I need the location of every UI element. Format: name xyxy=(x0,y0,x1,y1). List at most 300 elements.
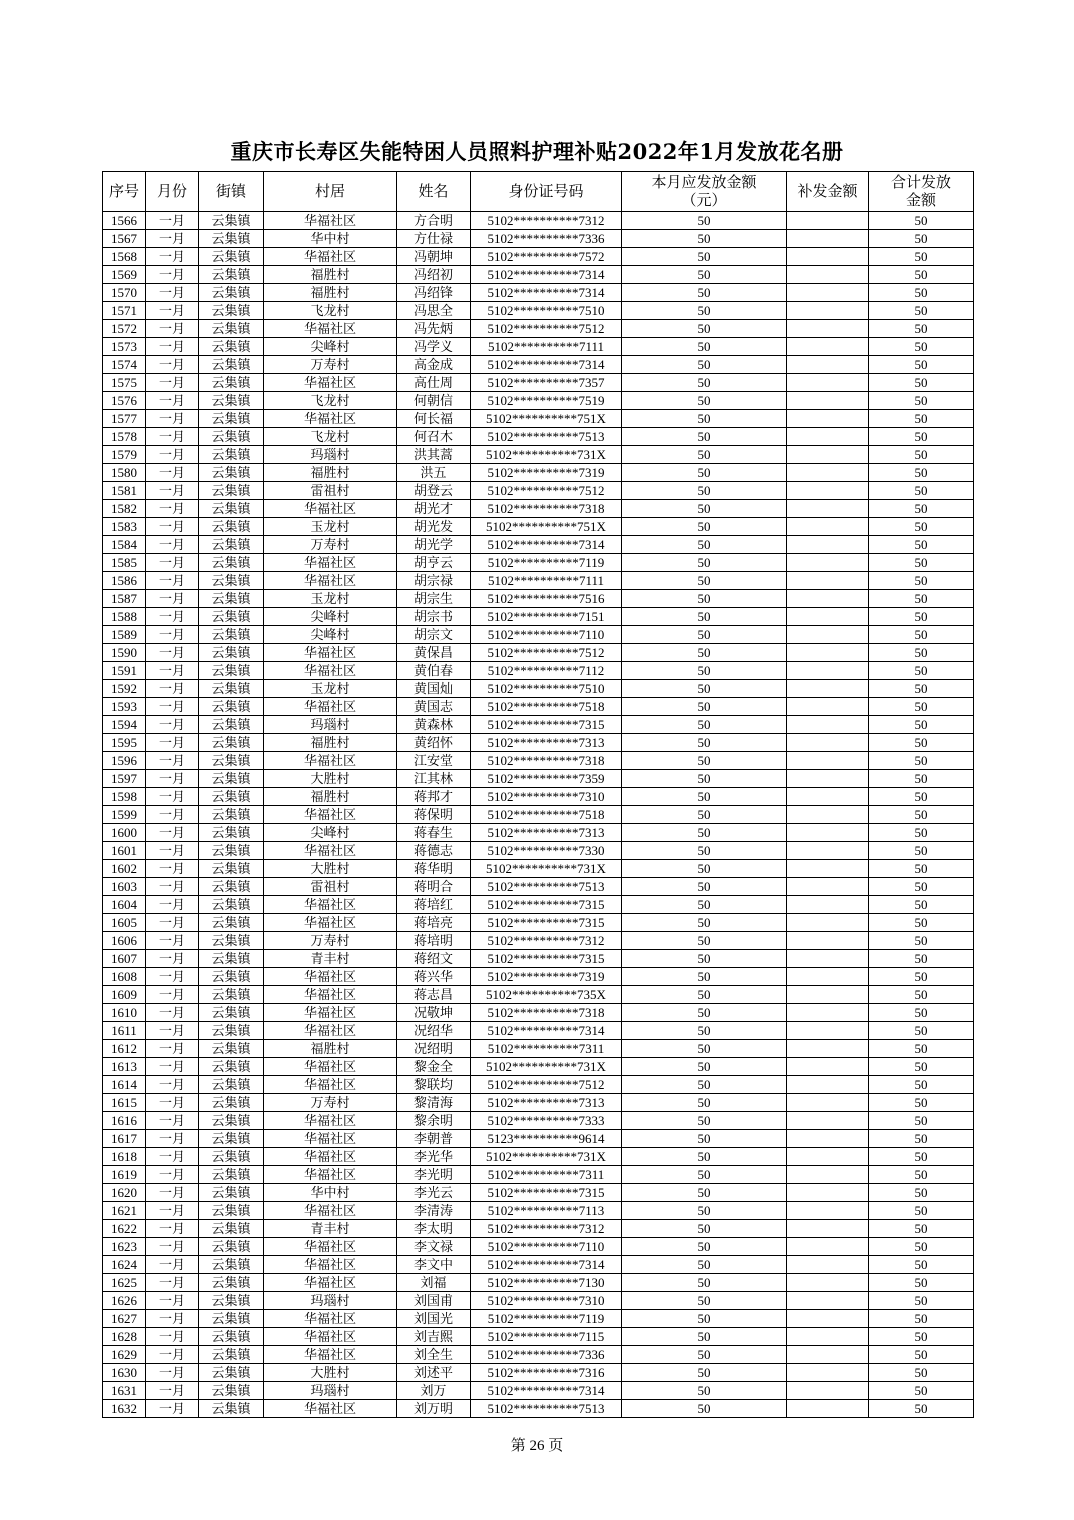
cell-town: 云集镇 xyxy=(199,806,264,824)
cell-supplement-amount xyxy=(787,1112,869,1130)
cell-village: 华福社区 xyxy=(264,554,397,572)
cell-id-number: 5102**********7119 xyxy=(471,1310,622,1328)
cell-id-number: 5102**********7312 xyxy=(471,932,622,950)
cell-supplement-amount xyxy=(787,968,869,986)
header-id-number: 身份证号码 xyxy=(471,172,622,212)
cell-month: 一月 xyxy=(146,1220,199,1238)
table-row xyxy=(103,1364,974,1382)
cell-supplement-amount xyxy=(787,1400,869,1418)
cell-index: 1598 xyxy=(103,788,146,806)
cell-name: 黄国灿 xyxy=(397,680,471,698)
cell-monthly-amount: 50 xyxy=(622,356,787,374)
cell-supplement-amount xyxy=(787,986,869,1004)
cell-index: 1626 xyxy=(103,1292,146,1310)
table-row xyxy=(103,266,974,284)
cell-monthly-amount: 50 xyxy=(622,1076,787,1094)
cell-total-amount: 50 xyxy=(869,770,974,788)
table-row xyxy=(103,248,974,266)
cell-supplement-amount xyxy=(787,392,869,410)
cell-total-amount: 50 xyxy=(869,1328,974,1346)
cell-supplement-amount xyxy=(787,248,869,266)
table-row xyxy=(103,536,974,554)
table-row xyxy=(103,284,974,302)
cell-monthly-amount: 50 xyxy=(622,950,787,968)
cell-total-amount: 50 xyxy=(869,1274,974,1292)
cell-village: 尖峰村 xyxy=(264,608,397,626)
cell-village: 华福社区 xyxy=(264,1130,397,1148)
cell-index: 1624 xyxy=(103,1256,146,1274)
cell-monthly-amount: 50 xyxy=(622,1310,787,1328)
cell-month: 一月 xyxy=(146,1184,199,1202)
cell-name: 李光云 xyxy=(397,1184,471,1202)
cell-supplement-amount xyxy=(787,1274,869,1292)
cell-id-number: 5102**********7572 xyxy=(471,248,622,266)
cell-monthly-amount: 50 xyxy=(622,482,787,500)
cell-supplement-amount xyxy=(787,1346,869,1364)
cell-name: 刘述平 xyxy=(397,1364,471,1382)
cell-name: 何召木 xyxy=(397,428,471,446)
table-row xyxy=(103,1166,974,1184)
cell-month: 一月 xyxy=(146,1076,199,1094)
table-row xyxy=(103,320,974,338)
cell-town: 云集镇 xyxy=(199,1202,264,1220)
cell-supplement-amount xyxy=(787,698,869,716)
cell-id-number: 5102**********7512 xyxy=(471,1076,622,1094)
cell-total-amount: 50 xyxy=(869,590,974,608)
cell-town: 云集镇 xyxy=(199,680,264,698)
cell-name: 胡宗书 xyxy=(397,608,471,626)
cell-total-amount: 50 xyxy=(869,1040,974,1058)
table-row xyxy=(103,1220,974,1238)
cell-id-number: 5102**********7513 xyxy=(471,428,622,446)
cell-total-amount: 50 xyxy=(869,662,974,680)
cell-id-number: 5102**********7319 xyxy=(471,464,622,482)
cell-month: 一月 xyxy=(146,266,199,284)
cell-name: 胡光发 xyxy=(397,518,471,536)
cell-month: 一月 xyxy=(146,1238,199,1256)
cell-town: 云集镇 xyxy=(199,950,264,968)
cell-month: 一月 xyxy=(146,752,199,770)
cell-month: 一月 xyxy=(146,1004,199,1022)
cell-supplement-amount xyxy=(787,680,869,698)
cell-index: 1604 xyxy=(103,896,146,914)
cell-town: 云集镇 xyxy=(199,1310,264,1328)
cell-total-amount: 50 xyxy=(869,320,974,338)
cell-id-number: 5102**********7518 xyxy=(471,698,622,716)
cell-name: 胡宗生 xyxy=(397,590,471,608)
table-row xyxy=(103,1040,974,1058)
cell-monthly-amount: 50 xyxy=(622,860,787,878)
table-row xyxy=(103,968,974,986)
cell-index: 1584 xyxy=(103,536,146,554)
cell-id-number: 5102**********7315 xyxy=(471,716,622,734)
table-row xyxy=(103,644,974,662)
cell-monthly-amount: 50 xyxy=(622,212,787,230)
cell-monthly-amount: 50 xyxy=(622,374,787,392)
cell-id-number: 5102**********7111 xyxy=(471,338,622,356)
cell-index: 1603 xyxy=(103,878,146,896)
cell-total-amount: 50 xyxy=(869,1058,974,1076)
cell-monthly-amount: 50 xyxy=(622,644,787,662)
cell-index: 1602 xyxy=(103,860,146,878)
cell-total-amount: 50 xyxy=(869,500,974,518)
cell-name: 蒋春生 xyxy=(397,824,471,842)
cell-name: 李光华 xyxy=(397,1148,471,1166)
cell-total-amount: 50 xyxy=(869,1148,974,1166)
cell-town: 云集镇 xyxy=(199,482,264,500)
cell-monthly-amount: 50 xyxy=(622,662,787,680)
cell-village: 福胜村 xyxy=(264,734,397,752)
cell-monthly-amount: 50 xyxy=(622,878,787,896)
cell-id-number: 5102**********731X xyxy=(471,1148,622,1166)
cell-name: 刘万明 xyxy=(397,1400,471,1418)
cell-town: 云集镇 xyxy=(199,1094,264,1112)
table-row xyxy=(103,734,974,752)
cell-name: 蒋德志 xyxy=(397,842,471,860)
table-row xyxy=(103,914,974,932)
cell-id-number: 5102**********7314 xyxy=(471,536,622,554)
cell-month: 一月 xyxy=(146,356,199,374)
cell-monthly-amount: 50 xyxy=(622,698,787,716)
cell-monthly-amount: 50 xyxy=(622,1256,787,1274)
cell-name: 蒋培亮 xyxy=(397,914,471,932)
cell-town: 云集镇 xyxy=(199,392,264,410)
cell-month: 一月 xyxy=(146,626,199,644)
cell-town: 云集镇 xyxy=(199,1166,264,1184)
cell-month: 一月 xyxy=(146,554,199,572)
cell-month: 一月 xyxy=(146,1166,199,1184)
cell-index: 1572 xyxy=(103,320,146,338)
cell-month: 一月 xyxy=(146,932,199,950)
cell-monthly-amount: 50 xyxy=(622,914,787,932)
cell-supplement-amount xyxy=(787,950,869,968)
table-row xyxy=(103,410,974,428)
cell-supplement-amount xyxy=(787,410,869,428)
cell-supplement-amount xyxy=(787,1130,869,1148)
cell-month: 一月 xyxy=(146,788,199,806)
cell-index: 1574 xyxy=(103,356,146,374)
cell-village: 福胜村 xyxy=(264,1040,397,1058)
cell-total-amount: 50 xyxy=(869,1364,974,1382)
cell-id-number: 5102**********7314 xyxy=(471,266,622,284)
cell-supplement-amount xyxy=(787,1256,869,1274)
cell-monthly-amount: 50 xyxy=(622,428,787,446)
cell-monthly-amount: 50 xyxy=(622,464,787,482)
cell-monthly-amount: 50 xyxy=(622,770,787,788)
cell-name: 黄国志 xyxy=(397,698,471,716)
header-total-amount-line2: 金额 xyxy=(905,192,936,209)
table-row xyxy=(103,374,974,392)
cell-index: 1593 xyxy=(103,698,146,716)
cell-id-number: 5102**********7313 xyxy=(471,1094,622,1112)
cell-id-number: 5102**********7312 xyxy=(471,1220,622,1238)
cell-index: 1595 xyxy=(103,734,146,752)
cell-town: 云集镇 xyxy=(199,1130,264,1148)
cell-town: 云集镇 xyxy=(199,734,264,752)
cell-town: 云集镇 xyxy=(199,878,264,896)
cell-town: 云集镇 xyxy=(199,248,264,266)
cell-village: 华福社区 xyxy=(264,914,397,932)
cell-total-amount: 50 xyxy=(869,1220,974,1238)
cell-id-number: 5102**********7310 xyxy=(471,788,622,806)
cell-village: 尖峰村 xyxy=(264,626,397,644)
cell-town: 云集镇 xyxy=(199,266,264,284)
cell-town: 云集镇 xyxy=(199,896,264,914)
cell-total-amount: 50 xyxy=(869,968,974,986)
cell-village: 华福社区 xyxy=(264,1274,397,1292)
cell-monthly-amount: 50 xyxy=(622,1094,787,1112)
cell-index: 1632 xyxy=(103,1400,146,1418)
cell-town: 云集镇 xyxy=(199,824,264,842)
cell-total-amount: 50 xyxy=(869,896,974,914)
cell-month: 一月 xyxy=(146,734,199,752)
cell-monthly-amount: 50 xyxy=(622,590,787,608)
cell-village: 华福社区 xyxy=(264,698,397,716)
cell-name: 李朝普 xyxy=(397,1130,471,1148)
cell-supplement-amount xyxy=(787,212,869,230)
cell-monthly-amount: 50 xyxy=(622,716,787,734)
cell-id-number: 5102**********7318 xyxy=(471,1004,622,1022)
cell-index: 1599 xyxy=(103,806,146,824)
table-row xyxy=(103,608,974,626)
cell-total-amount: 50 xyxy=(869,1112,974,1130)
cell-total-amount: 50 xyxy=(869,986,974,1004)
cell-month: 一月 xyxy=(146,1202,199,1220)
cell-index: 1616 xyxy=(103,1112,146,1130)
cell-town: 云集镇 xyxy=(199,284,264,302)
cell-name: 黎联均 xyxy=(397,1076,471,1094)
cell-name: 况绍明 xyxy=(397,1040,471,1058)
table-row xyxy=(103,1184,974,1202)
cell-monthly-amount: 50 xyxy=(622,1130,787,1148)
cell-month: 一月 xyxy=(146,230,199,248)
cell-index: 1589 xyxy=(103,626,146,644)
cell-total-amount: 50 xyxy=(869,806,974,824)
cell-total-amount: 50 xyxy=(869,878,974,896)
cell-month: 一月 xyxy=(146,608,199,626)
cell-name: 黄保昌 xyxy=(397,644,471,662)
cell-supplement-amount xyxy=(787,626,869,644)
cell-index: 1577 xyxy=(103,410,146,428)
cell-id-number: 5102**********7151 xyxy=(471,608,622,626)
cell-id-number: 5102**********7312 xyxy=(471,212,622,230)
cell-monthly-amount: 50 xyxy=(622,896,787,914)
cell-monthly-amount: 50 xyxy=(622,842,787,860)
cell-index: 1621 xyxy=(103,1202,146,1220)
cell-total-amount: 50 xyxy=(869,518,974,536)
cell-town: 云集镇 xyxy=(199,1382,264,1400)
cell-month: 一月 xyxy=(146,1022,199,1040)
cell-name: 刘国光 xyxy=(397,1310,471,1328)
cell-index: 1581 xyxy=(103,482,146,500)
cell-town: 云集镇 xyxy=(199,1220,264,1238)
roster-table xyxy=(102,171,974,1418)
page-title: 重庆市长寿区失能特困人员照料护理补贴2022年1月发放花名册 xyxy=(230,139,844,164)
cell-total-amount: 50 xyxy=(869,626,974,644)
cell-total-amount: 50 xyxy=(869,752,974,770)
cell-village: 玉龙村 xyxy=(264,590,397,608)
cell-name: 蒋保明 xyxy=(397,806,471,824)
table-row xyxy=(103,770,974,788)
cell-id-number: 5123**********9614 xyxy=(471,1130,622,1148)
cell-name: 方仕禄 xyxy=(397,230,471,248)
cell-id-number: 5102**********731X xyxy=(471,860,622,878)
cell-month: 一月 xyxy=(146,698,199,716)
cell-town: 云集镇 xyxy=(199,1238,264,1256)
cell-month: 一月 xyxy=(146,1292,199,1310)
table-row xyxy=(103,230,974,248)
cell-name: 蒋华明 xyxy=(397,860,471,878)
cell-village: 飞龙村 xyxy=(264,392,397,410)
cell-name: 蒋培红 xyxy=(397,896,471,914)
cell-month: 一月 xyxy=(146,950,199,968)
cell-name: 冯朝坤 xyxy=(397,248,471,266)
cell-village: 万寿村 xyxy=(264,356,397,374)
cell-town: 云集镇 xyxy=(199,1058,264,1076)
cell-supplement-amount xyxy=(787,860,869,878)
cell-village: 大胜村 xyxy=(264,1364,397,1382)
cell-month: 一月 xyxy=(146,374,199,392)
cell-village: 华中村 xyxy=(264,1184,397,1202)
cell-index: 1615 xyxy=(103,1094,146,1112)
cell-month: 一月 xyxy=(146,464,199,482)
cell-village: 华福社区 xyxy=(264,896,397,914)
cell-month: 一月 xyxy=(146,446,199,464)
table-row xyxy=(103,1094,974,1112)
cell-village: 玉龙村 xyxy=(264,680,397,698)
cell-supplement-amount xyxy=(787,1004,869,1022)
cell-index: 1601 xyxy=(103,842,146,860)
cell-total-amount: 50 xyxy=(869,1202,974,1220)
cell-index: 1573 xyxy=(103,338,146,356)
table-row xyxy=(103,1400,974,1418)
table-row xyxy=(103,1310,974,1328)
cell-index: 1566 xyxy=(103,212,146,230)
cell-total-amount: 50 xyxy=(869,1310,974,1328)
cell-name: 何朝信 xyxy=(397,392,471,410)
cell-town: 云集镇 xyxy=(199,752,264,770)
table-row xyxy=(103,1076,974,1094)
table-row xyxy=(103,716,974,734)
table-row xyxy=(103,824,974,842)
table-row xyxy=(103,1022,974,1040)
cell-total-amount: 50 xyxy=(869,1076,974,1094)
cell-id-number: 5102**********7318 xyxy=(471,500,622,518)
table-row xyxy=(103,554,974,572)
cell-town: 云集镇 xyxy=(199,986,264,1004)
cell-town: 云集镇 xyxy=(199,374,264,392)
cell-index: 1605 xyxy=(103,914,146,932)
table-row xyxy=(103,482,974,500)
cell-month: 一月 xyxy=(146,680,199,698)
cell-village: 华福社区 xyxy=(264,320,397,338)
cell-total-amount: 50 xyxy=(869,644,974,662)
cell-index: 1628 xyxy=(103,1328,146,1346)
cell-monthly-amount: 50 xyxy=(622,1148,787,1166)
cell-name: 冯思全 xyxy=(397,302,471,320)
cell-name: 李文中 xyxy=(397,1256,471,1274)
cell-supplement-amount xyxy=(787,284,869,302)
cell-town: 云集镇 xyxy=(199,698,264,716)
cell-month: 一月 xyxy=(146,1400,199,1418)
cell-village: 华福社区 xyxy=(264,842,397,860)
cell-monthly-amount: 50 xyxy=(622,1040,787,1058)
cell-total-amount: 50 xyxy=(869,1382,974,1400)
cell-month: 一月 xyxy=(146,860,199,878)
cell-month: 一月 xyxy=(146,392,199,410)
cell-total-amount: 50 xyxy=(869,1166,974,1184)
cell-name: 冯学义 xyxy=(397,338,471,356)
table-row xyxy=(103,806,974,824)
header-supplement-amount: 补发金额 xyxy=(787,172,869,212)
cell-village: 万寿村 xyxy=(264,536,397,554)
cell-village: 青丰村 xyxy=(264,950,397,968)
cell-village: 华福社区 xyxy=(264,1238,397,1256)
cell-village: 华福社区 xyxy=(264,1148,397,1166)
cell-town: 云集镇 xyxy=(199,230,264,248)
cell-total-amount: 50 xyxy=(869,1094,974,1112)
table-row xyxy=(103,590,974,608)
cell-village: 华福社区 xyxy=(264,248,397,266)
cell-supplement-amount xyxy=(787,572,869,590)
cell-total-amount: 50 xyxy=(869,410,974,428)
cell-id-number: 5102**********7311 xyxy=(471,1166,622,1184)
cell-village: 大胜村 xyxy=(264,770,397,788)
cell-supplement-amount xyxy=(787,266,869,284)
cell-total-amount: 50 xyxy=(869,1346,974,1364)
cell-index: 1594 xyxy=(103,716,146,734)
cell-id-number: 5102**********7512 xyxy=(471,320,622,338)
cell-village: 华福社区 xyxy=(264,212,397,230)
cell-village: 玛瑙村 xyxy=(264,1382,397,1400)
cell-name: 冯绍初 xyxy=(397,266,471,284)
cell-town: 云集镇 xyxy=(199,536,264,554)
cell-total-amount: 50 xyxy=(869,212,974,230)
header-monthly-amount xyxy=(622,172,787,212)
cell-supplement-amount xyxy=(787,338,869,356)
cell-month: 一月 xyxy=(146,1382,199,1400)
cell-name: 胡登云 xyxy=(397,482,471,500)
cell-index: 1590 xyxy=(103,644,146,662)
cell-total-amount: 50 xyxy=(869,356,974,374)
cell-month: 一月 xyxy=(146,1094,199,1112)
cell-id-number: 5102**********7313 xyxy=(471,824,622,842)
cell-village: 华福社区 xyxy=(264,1076,397,1094)
cell-id-number: 5102**********7318 xyxy=(471,752,622,770)
cell-index: 1617 xyxy=(103,1130,146,1148)
table-row xyxy=(103,932,974,950)
cell-supplement-amount xyxy=(787,554,869,572)
cell-supplement-amount xyxy=(787,1382,869,1400)
cell-town: 云集镇 xyxy=(199,1274,264,1292)
cell-name: 冯绍锋 xyxy=(397,284,471,302)
cell-town: 云集镇 xyxy=(199,518,264,536)
table-row xyxy=(103,1382,974,1400)
header-total-amount xyxy=(869,172,974,212)
cell-month: 一月 xyxy=(146,824,199,842)
table-row xyxy=(103,1274,974,1292)
cell-id-number: 5102**********7315 xyxy=(471,914,622,932)
cell-village: 华福社区 xyxy=(264,662,397,680)
cell-id-number: 5102**********7518 xyxy=(471,806,622,824)
cell-town: 云集镇 xyxy=(199,1040,264,1058)
table-row xyxy=(103,464,974,482)
cell-id-number: 5102**********7512 xyxy=(471,482,622,500)
cell-town: 云集镇 xyxy=(199,716,264,734)
cell-name: 黎余明 xyxy=(397,1112,471,1130)
cell-supplement-amount xyxy=(787,1184,869,1202)
cell-name: 胡亨云 xyxy=(397,554,471,572)
